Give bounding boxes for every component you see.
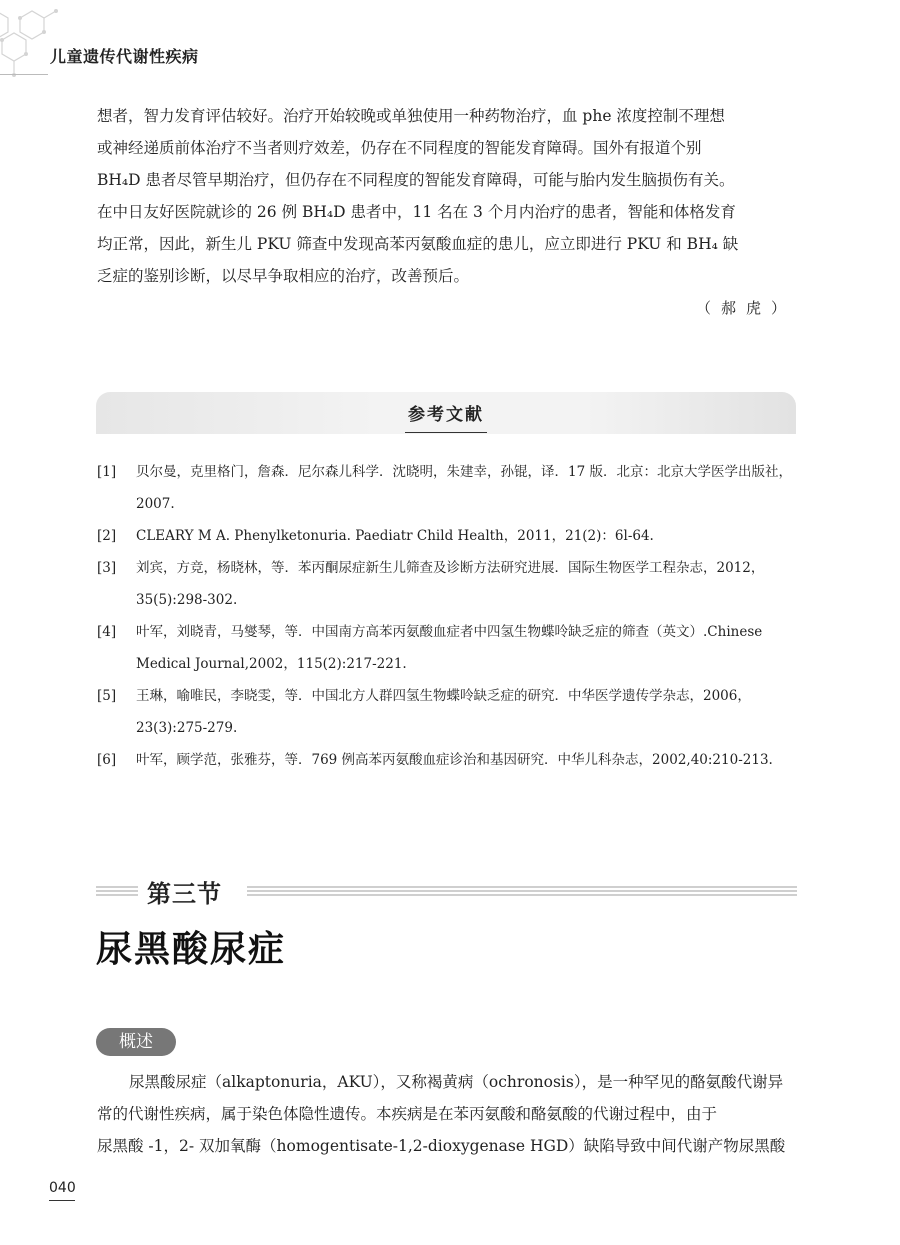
reference-number: [1]	[97, 464, 117, 480]
reference-number: [2]	[97, 528, 117, 544]
references-title: 参考文献	[408, 405, 484, 425]
reference-number: [4]	[97, 624, 117, 640]
reference-text: 叶军，顾学范，张雅芬，等．769 例高苯丙氨酸血症诊治和基因研究．中华儿科杂志，2002,40:210-213.	[136, 752, 773, 768]
reference-number: [6]	[97, 752, 117, 768]
reference-item	[97, 520, 797, 552]
reference-text: 叶军，刘晓青，马燮琴，等．中国南方高苯丙氨酸血症者中四氢生物蝶呤缺乏症的筛查（英文）.Chinese Medical Journal,2002，115(2):217-221.	[136, 624, 763, 672]
overview-paragraph	[97, 1066, 797, 1162]
references-banner	[96, 392, 796, 434]
reference-text: 刘宾，方竞，杨晓林，等．苯丙酮尿症新生儿筛查及诊断方法研究进展．国际生物医学工程杂志，2012，35(5):298-302.	[136, 560, 765, 608]
page-number-rule	[49, 1200, 75, 1201]
reference-item	[97, 616, 797, 680]
overview-badge: 概述	[96, 1028, 176, 1056]
reference-number: [3]	[97, 560, 117, 576]
overview-line: 尿黑酸尿症（alkaptonuria，AKU），又称褐黄病（ochronosis），是一种罕见的酪氨酸代谢异	[129, 1073, 784, 1091]
reference-item	[97, 456, 797, 520]
section-title: 尿黑酸尿症	[96, 929, 287, 970]
body-paragraph	[97, 100, 797, 292]
body-line: 想者，智力发育评估较好。治疗开始较晚或单独使用一种药物治疗，血 phe 浓度控制不理想	[97, 107, 725, 125]
section-rule-left	[96, 886, 138, 896]
header-rule	[0, 74, 48, 75]
reference-item	[97, 680, 797, 744]
body-line: 均正常，因此，新生儿 PKU 筛查中发现高苯丙氨酸血症的患儿，应立即进行 PKU 和 BH₄ 缺	[97, 235, 739, 253]
overview-line: 常的代谢性疾病，属于染色体隐性遗传。本疾病是在苯丙氨酸和酪氨酸的代谢过程中，由于	[97, 1105, 718, 1123]
reference-text: 贝尔曼，克里格门，詹森．尼尔森儿科学．沈晓明，朱建幸，孙锟，译．17 版．北京：北京大学医学出版社，2007.	[136, 464, 792, 512]
running-title: 儿童遗传代谢性疾病	[50, 47, 199, 66]
reference-number: [5]	[97, 688, 117, 704]
overview-line: 尿黑酸 -1，2- 双加氧酶（homogentisate-1,2-dioxygenase HGD）缺陷导致中间代谢产物尿黑酸	[97, 1137, 786, 1155]
author-signature: （郝虎）	[695, 299, 796, 317]
section-label: 第三节	[147, 879, 222, 908]
body-line: 乏症的鉴别诊断，以尽早争取相应的治疗，改善预后。	[97, 267, 470, 285]
reference-text: CLEARY M A. Phenylketonuria. Paediatr Child Health，2011，21(2)：6l-64.	[136, 528, 654, 544]
references-title-underline	[405, 432, 487, 433]
reference-item	[97, 744, 797, 776]
reference-item	[97, 552, 797, 616]
page-number: 040	[49, 1180, 76, 1196]
body-line: 或神经递质前体治疗不当者则疗效差，仍存在不同程度的智能发育障碍。国外有报道个别	[97, 139, 702, 157]
reference-text: 王琳，喻唯民，李晓雯，等．中国北方人群四氢生物蝶呤缺乏症的研究．中华医学遗传学杂志，2006，23(3):275-279.	[136, 688, 751, 736]
reference-list	[97, 456, 797, 776]
body-line: 在中日友好医院就诊的 26 例 BH₄D 患者中，11 名在 3 个月内治疗的患者，智能和体格发育	[97, 203, 736, 221]
body-line: BH₄D 患者尽管早期治疗，但仍存在不同程度的智能发育障碍，可能与胎内发生脑损伤有关。	[97, 171, 735, 189]
section-rule-right	[247, 886, 797, 896]
